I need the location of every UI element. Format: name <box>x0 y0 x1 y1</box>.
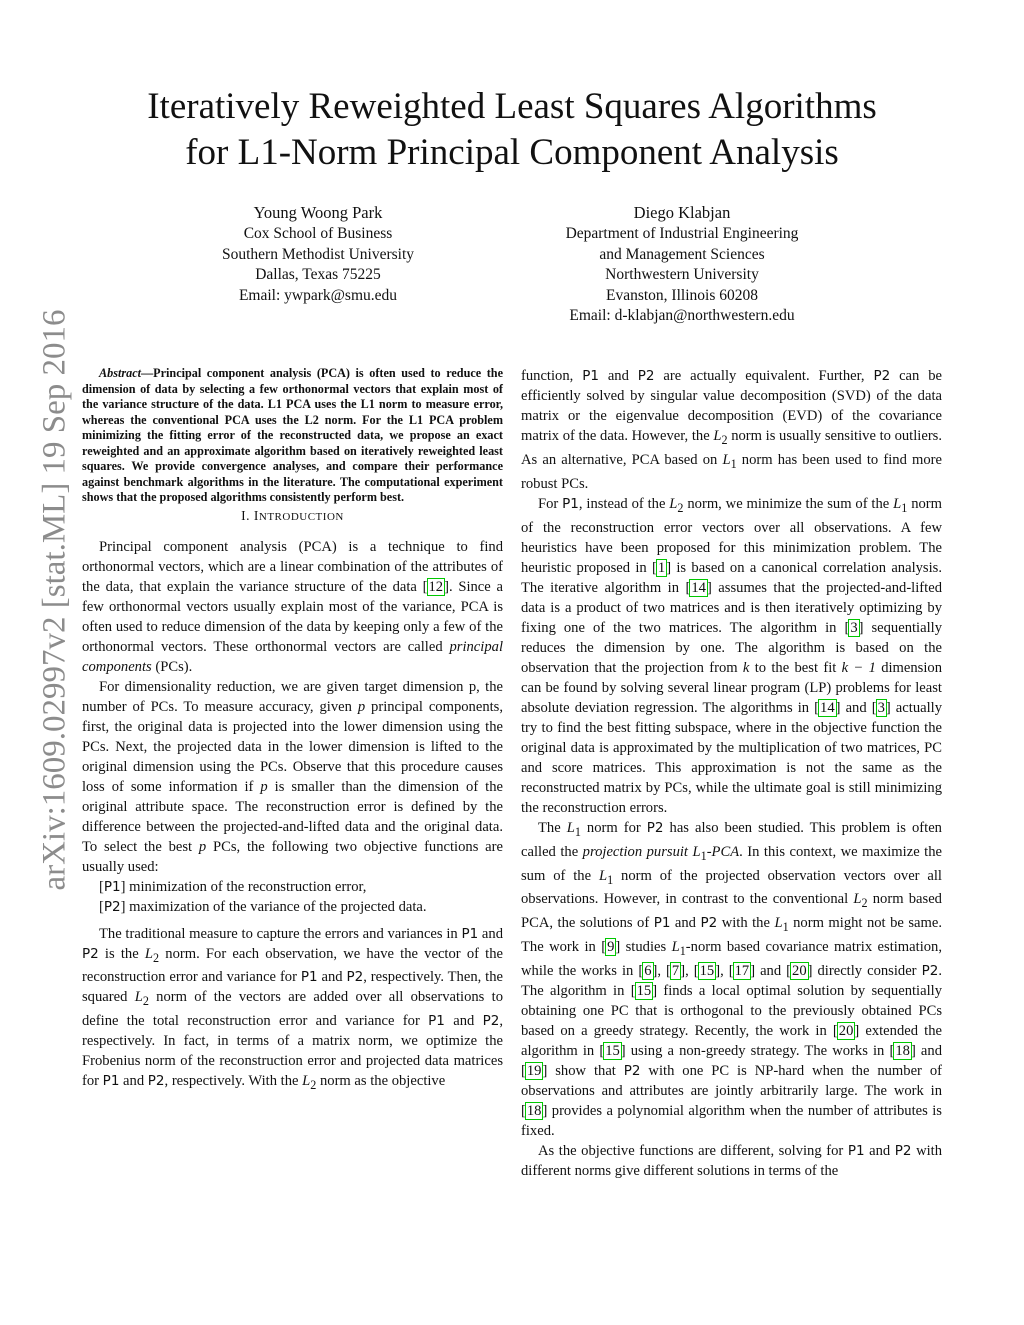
citation-link[interactable]: 19 <box>526 1063 542 1080</box>
citation-link[interactable]: 14 <box>691 579 706 596</box>
abstract-text: Principal component analysis (PCA) is often used to reduce the dimension of data by selecting a few orthonormal vectors that explain most of the variance structure of the data. L1 PCA uses the L1 norm to measure error, whereas the conventional PCA uses the L2 norm. For the L1 PCA problem minimizing the fitting error of the reconstructed data, we propose an exact reweighted and an approximate algorithm based on iteratively reweighted least squares. We provide convergence analyses, and compare their performance against benchmark algorithms in the literature. The computational experiment shows that the proposed algorithms consistently perform best. <box>82 366 503 504</box>
left-column <box>82 366 503 1095</box>
citation-link[interactable]: 9 <box>607 939 615 956</box>
paragraph: function, P1 and P2 are actually equivalent. Further, P2 can be efficiently solved by singular value decomposition (SVD) of the data matrix or the eigenvalue decomposition (EVD) of the covariance matrix of the data. However, the $L_2$ norm is usually sensitive to outliers. As an alternative, PCA based on $L_1$ norm has been used to find more robust PCs. <box>521 368 943 492</box>
abstract-dash: — <box>140 366 154 380</box>
citation-link[interactable]: 1 <box>657 559 666 576</box>
paragraph: For dimensionality reduction, we are given target dimension p, the number of PCs. To measure accuracy, given p principal components, first, the original data is projected into the lower dimension using the PCs. Next, the projected data in the lower dimension is lifted to the original dimension using the PCs. Observe that this procedure causes loss of some information if p is smaller than the dimension of the original attribute space. The reconstruction error is defined by the difference between the projected-and-lifted data and the original data. To select the best p PCs, the following two objective functions are usually used: <box>82 678 503 875</box>
author-affiliation: and Management Sciences <box>599 245 765 263</box>
arxiv-identifier: arXiv:1609.02997v2 [stat.ML] 19 Sep 2016 <box>36 309 73 891</box>
paper-title <box>60 84 964 176</box>
citation-link[interactable]: 14 <box>820 699 835 716</box>
citation-link[interactable]: 15 <box>636 983 652 1000</box>
author-affiliation: Cox School of Business <box>243 225 393 242</box>
paragraph: The $L_1$ norm for P2 has also been studied. This problem is often called the projection pursuit $L_1$-PCA. In this context, we maximize the sum of the $L_1$ norm of the projected observation vectors over all observations. However, in contrast to the conventional $L_2$ norm based PCA, the solutions of P1 and P2 with the $L_1$ norm might not be same. The work in [9] studies $L_1$-norm based covariance matrix estimation, while the works in [6], [7], [15], [17] and [20] directly consider P2. The algorithm in [15] finds a local optimal solution by sequentially obtaining one PC that is orthogonal to the previously obtained PCs based on a greedy strategy. Recently, the work in [20] extended the algorithm in [15] using a non-greedy strategy. The works in [18] and [19] show that P2 with one PC is NP-hard when the number of observations and attributes are jointly arbitrarily large. The work in [18] provides a polynomial algorithm when the number of attributes is fixed. <box>521 819 942 1140</box>
author-email: Email: ywpark@smu.edu <box>238 286 398 304</box>
paragraph: As the objective functions are different, solving for P1 and P2 with different norms give different solutions in terms of the <box>521 1143 943 1180</box>
section-title-initial: I <box>253 507 259 523</box>
author-affiliation: Northwestern University <box>605 266 759 284</box>
author-affiliation: Southern Methodist University <box>221 245 415 263</box>
citation-link[interactable]: 7 <box>671 963 680 980</box>
citation-link[interactable]: 15 <box>605 1043 620 1060</box>
citation-link[interactable]: 6 <box>644 963 652 980</box>
citation-link[interactable]: 3 <box>877 699 885 716</box>
author-name: Young Woong Park <box>253 203 383 222</box>
author-block-park <box>153 202 483 306</box>
objective-item-p2: [P2] maximization of the variance of the projected data. <box>99 898 427 915</box>
author-email: Email: d-klabjan@northwestern.edu <box>569 307 795 325</box>
citation-link[interactable]: 15 <box>699 963 715 980</box>
citation-link[interactable]: 17 <box>734 963 750 980</box>
title-line-2: for L1-Norm Principal Component Analysis <box>185 132 839 173</box>
paragraph: Principal component analysis (PCA) is a technique to find orthonormal vectors, which are a linear combination of the attributes of the data, that explain the variance structure of the data [12]. Since a few orthonormal vectors usually explain most of the variance, PCA is often used to reduce dimension of the data by keeping only a few of the orthonormal vectors. These orthonormal vectors are called principal components (PCs). <box>82 538 503 675</box>
section-heading-introduction <box>82 506 503 527</box>
title-line-1: Iteratively Reweighted Least Squares Algorithms <box>147 86 877 127</box>
citation-link[interactable]: 12 <box>428 578 444 595</box>
emphasis: principal components <box>82 638 503 675</box>
author-block-klabjan <box>517 202 847 327</box>
citation-link[interactable]: 3 <box>850 619 858 636</box>
paragraph: The traditional measure to capture the errors and variances in P1 and P2 is the $L_2$ norm. For each observation, we have the vector of the reconstruction error and variance for P1 and P2, respectively. Then, the squared $L_2$ norm of the vectors are added over all observations to define the total reconstruction error and variance for P1 and P2, respectively. In fact, in terms of a matrix norm, we optimize the Frobenius norm of the reconstruction error and projected data matrices for P1 and P2, respectively. With the $L_2$ norm as the objective <box>82 925 503 1093</box>
citation-link[interactable]: 18 <box>526 1103 542 1120</box>
objective-item-p1: [P1] minimization of the reconstruction error, <box>99 878 367 895</box>
right-column <box>521 366 942 1181</box>
abstract <box>82 366 503 506</box>
citation-link[interactable]: 20 <box>838 1023 854 1040</box>
author-name: Diego Klabjan <box>633 203 731 222</box>
paragraph: For P1, instead of the $L_2$ norm, we minimize the sum of the $L_1$ norm of the reconstruction error vectors over all observations. A few heuristics have been proposed for this minimization problem. The heuristic proposed in [1] is based on a canonical correlation analysis. The iterative algorithm in [14] assumes that the projected-and-lifted data is a product of two matrices and is then iteratively optimizing by fixing one of the two matrices. The algorithm in [3] sequentially reduces the dimension by one. The algorithm is based on the observation that the projection from k to the best fit k − 1 dimension can be found by solving several linear program (LP) problems for least absolute deviation regression. The algorithms in [14] and [3] actually try to find the best fitting subspace, where in the objective function the original data is approximated by the multiplication of two matrices, PC and score matrices. This approximation is not the same as the reconstructed matrix by PCs, while the ultimate goal is still minimizing the reconstruction errors. <box>521 495 942 816</box>
citation-link[interactable]: 20 <box>792 963 807 980</box>
citation-link[interactable]: 18 <box>895 1043 910 1060</box>
author-address: Dallas, Texas 75225 <box>255 266 381 284</box>
section-numeral: I. <box>241 507 251 523</box>
author-affiliation: Department of Industrial Engineering <box>565 225 799 242</box>
author-address: Evanston, Illinois 60208 <box>606 286 758 304</box>
section-title-rest: NTRODUCTION <box>258 510 344 523</box>
abstract-label: Abstract <box>99 366 141 380</box>
